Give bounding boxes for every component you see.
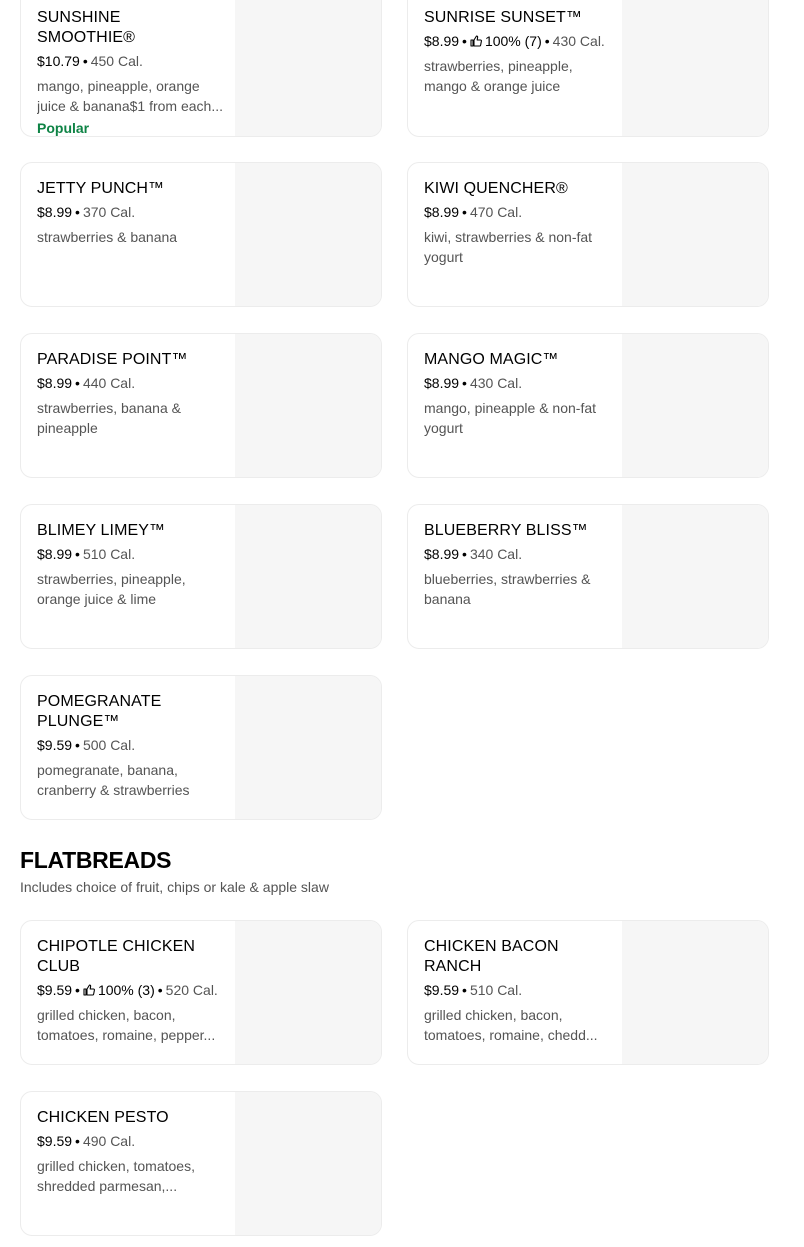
menu-item-info [424,8,610,96]
menu-item-image [622,505,768,648]
meta-separator: • [462,375,467,391]
menu-item-price: $8.99 [424,375,460,391]
menu-item-card[interactable] [407,333,769,478]
menu-item-calories: 520 Cal. [165,982,218,998]
menu-item-description: kiwi, strawberries & non-fat yogurt [424,229,593,265]
menu-item-price: $10.79 [37,53,80,69]
thumbs-up-icon [83,984,95,996]
meta-separator: • [462,33,467,49]
menu-item-card[interactable] [20,162,382,307]
menu-item-calories: 510 Cal. [469,982,523,998]
menu-item-name: BLIMEY LIMEY™ [37,522,166,539]
menu-item-meta [424,203,610,221]
meta-separator: • [462,982,467,998]
menu-item-calories: 500 Cal. [82,737,136,753]
meta-separator: • [75,204,80,220]
section-subtitle-flatbreads: Includes choice of fruit, chips or kale & apple slaw [20,879,329,895]
menu-item-card[interactable] [407,920,769,1065]
menu-item-name: PARADISE POINT™ [37,351,188,368]
menu-item-name: POMEGRANATE PLUNGE™ [37,693,162,730]
meta-separator: • [462,546,467,562]
menu-item-description: grilled chicken, bacon, tomatoes, romaine, pepper... [37,1007,216,1043]
menu-item-info [37,8,223,137]
menu-item-info [424,179,610,267]
menu-item-calories: 490 Cal. [82,1133,136,1149]
menu-item-description: strawberries, pineapple, mango & orange juice [424,58,573,94]
menu-item-calories: 510 Cal. [82,546,136,562]
menu-item-image [622,921,768,1064]
menu-item-image [235,505,381,648]
popular-badge: Popular [37,120,90,136]
menu-item-meta [37,52,223,70]
menu-item-info [37,937,223,1045]
menu-item-description: strawberries, banana & pineapple [37,400,181,436]
menu-item-name: SUNSHINE SMOOTHIE® [37,9,136,46]
menu-item-info [424,937,610,1045]
menu-item-description: strawberries, pineapple, orange juice & lime [37,571,186,607]
menu-item-calories: 430 Cal. [552,33,605,49]
menu-item-calories: 340 Cal. [469,546,523,562]
menu-item-price: $9.59 [37,737,73,753]
menu-item-image [622,334,768,477]
menu-item-name: BLUEBERRY BLISS™ [424,522,588,539]
menu-item-description: blueberries, strawberries & banana [424,571,591,607]
menu-item-name: JETTY PUNCH™ [37,180,165,197]
menu-item-price: $8.99 [424,33,460,49]
menu-item-image [235,921,381,1064]
menu-item-name: KIWI QUENCHER® [424,180,568,197]
menu-item-description: grilled chicken, tomatoes, shredded parmesan,... [37,1158,195,1194]
menu-item-image [622,163,768,306]
menu-item-name: CHICKEN BACON RANCH [424,938,559,975]
meta-separator: • [75,982,80,998]
meta-separator: • [75,546,80,562]
menu-item-info [37,521,223,609]
meta-separator: • [75,1133,80,1149]
menu-item-rating: 100% (7) [484,33,542,49]
menu-item-meta [424,32,610,50]
menu-item-price: $8.99 [37,546,73,562]
menu-item-calories: 440 Cal. [82,375,136,391]
meta-separator: • [75,375,80,391]
menu-item-card[interactable] [407,162,769,307]
menu-item-card[interactable] [20,920,382,1065]
menu-item-price: $8.99 [424,546,460,562]
menu-item-description: grilled chicken, bacon, tomatoes, romaine, chedd... [424,1007,598,1043]
menu-item-price: $9.59 [37,1133,73,1149]
meta-separator: • [75,737,80,753]
menu-item-info [424,350,610,438]
menu-item-description: strawberries & banana [37,229,178,245]
menu-item-image [622,0,768,136]
menu-item-card[interactable] [20,333,382,478]
menu-item-meta [37,981,223,999]
menu-item-meta [424,374,610,392]
menu-item-info [424,521,610,609]
menu-item-info [37,179,223,247]
menu-item-calories: 470 Cal. [469,204,523,220]
menu-item-card[interactable] [20,675,382,820]
menu-item-info [37,1108,223,1196]
menu-item-info [37,350,223,438]
menu-item-meta [37,203,223,221]
menu-item-meta [37,374,223,392]
menu-item-meta [424,545,610,563]
menu-item-price: $8.99 [37,375,73,391]
menu-item-price: $8.99 [37,204,73,220]
menu-item-image [235,1092,381,1235]
menu-item-meta [37,736,223,754]
meta-separator: • [82,53,88,69]
menu-item-description: mango, pineapple, orange juice & banana$1 from each... [37,78,223,114]
section-title-flatbreads: FLATBREADS [20,847,172,873]
menu-item-meta [37,545,223,563]
menu-item-calories: 430 Cal. [469,375,523,391]
menu-item-price: $8.99 [424,204,460,220]
menu-item-price: $9.59 [37,982,73,998]
menu-item-calories: 450 Cal. [90,53,143,69]
menu-item-card[interactable] [20,504,382,649]
menu-item-meta [37,1132,223,1150]
menu-item-price: $9.59 [424,982,460,998]
menu-item-card[interactable] [20,1091,382,1236]
menu-item-description: pomegranate, banana, cranberry & strawberries [37,762,190,798]
menu-item-description: mango, pineapple & non-fat yogurt [424,400,597,436]
menu-item-meta [424,981,610,999]
menu-item-card[interactable] [407,0,769,137]
meta-separator: • [462,204,467,220]
menu-item-card[interactable] [20,0,382,137]
menu-item-image [235,163,381,306]
menu-item-rating: 100% (3) [97,982,155,998]
menu-item-card[interactable] [407,504,769,649]
meta-separator: • [544,33,550,49]
menu-item-name: CHICKEN PESTO [37,1109,169,1126]
thumbs-up-icon [470,35,482,47]
menu-item-image [235,676,381,819]
menu-item-info [37,692,223,800]
menu-item-calories: 370 Cal. [82,204,136,220]
meta-separator: • [157,982,163,998]
menu-item-name: SUNRISE SUNSET™ [424,9,582,26]
menu-item-image [235,334,381,477]
menu-item-name: MANGO MAGIC™ [424,351,559,368]
menu-item-name: CHIPOTLE CHICKEN CLUB [37,938,196,975]
menu-item-image [235,0,381,136]
